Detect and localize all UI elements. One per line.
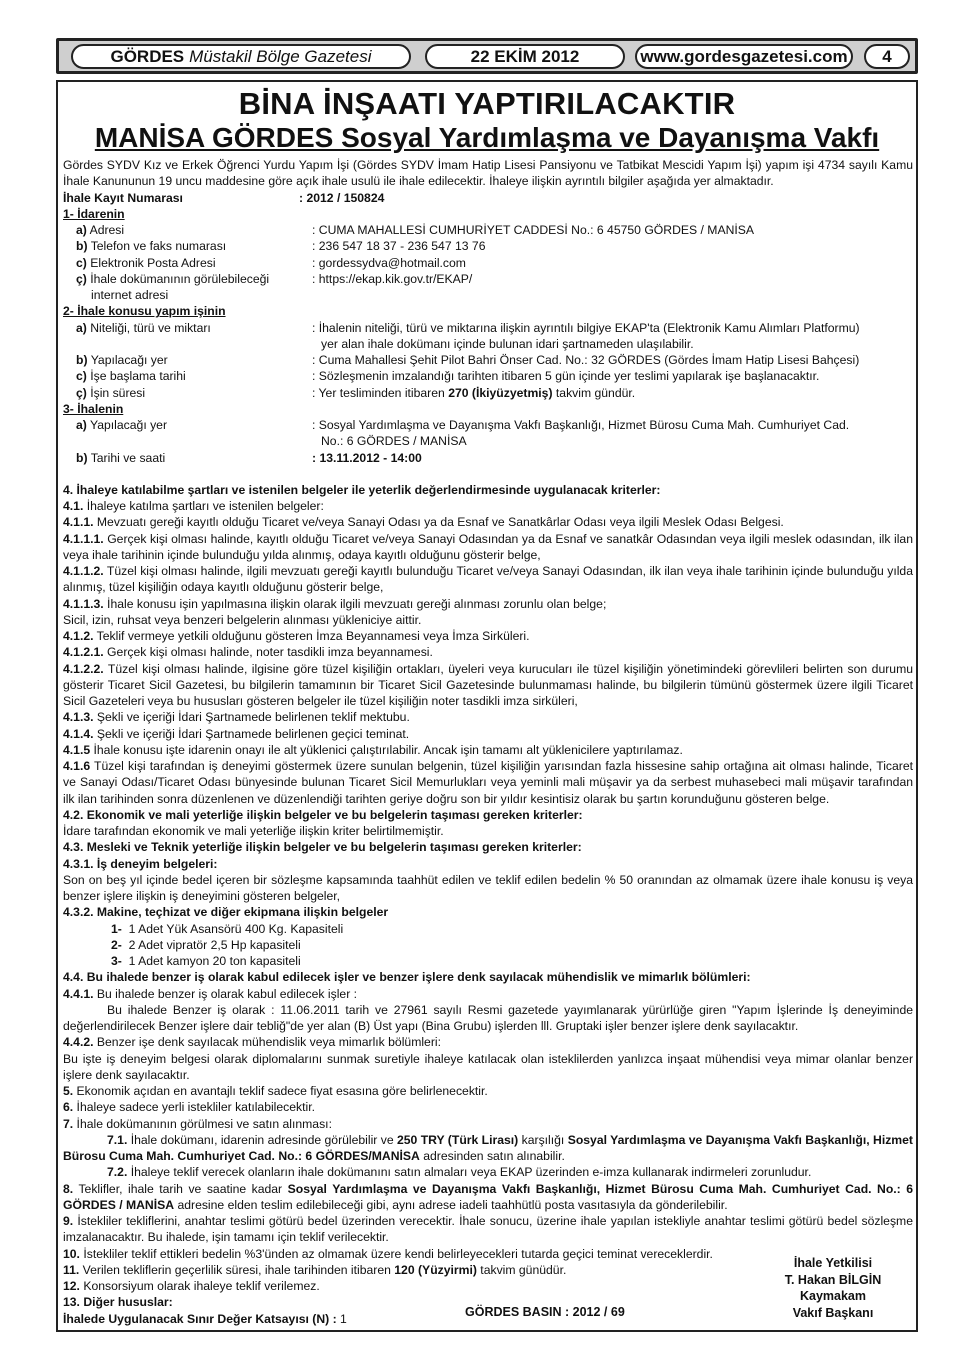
s2-c-row: c) İşe başlama tarihi : Sözleşmenin imzalandığı tarihten itibaren 5 gün içinde yer teslimi yapılarak işe başlanacaktır. [76,369,820,384]
newspaper-header [56,38,918,74]
date-pill [425,44,625,69]
kayit-value: : 2012 / 150824 [299,190,385,205]
para-6: 6. İhaleye sadece yerli istekliler katılabilecektir. [63,1100,315,1115]
signature-block [758,1255,908,1321]
s2-a-row: a) Niteliği, türü ve miktarı : İhalenin niteliği, türü ve miktarına ilişkin ayrıntılı bilgiye EKAP'ta (Elektronik Kamu Alımları Platformu) yer alan ihale dokümanı içinde bulunan idari şartnameden ulaşılabilir. [76,320,860,351]
signature-title: Kaymakam [799,1289,866,1303]
para-4-1-2: 4.1.2. Teklif vermeye yetkili olduğunu gösteren İmza Beyannamesi veya İmza Sirküleri. [63,629,530,643]
s1-b-row: b) Telefon ve faks numarası : 236 547 18 37 - 236 547 13 76 [76,239,486,254]
para-4-1-5: 4.1.5 İhale konusu işte idarenin onayı ile alt yüklenici çalıştırılabilir. Ancak işin tamamı alt yüklenicilere yaptırılamaz. [63,742,683,757]
section-4-heading: 4. İhaleye katılabilme şartları ve istenilen belgeler ile yeterlik değerlendirmesinde uygulanacak kriterler: [63,482,661,497]
para-5: 5. Ekonomik açıdan en avantajlı teklif sadece fiyat esasına göre belirlenecektir. [63,1084,488,1098]
s3-b-row: b) Tarihi ve saati : 13.11.2012 - 14:00 [76,450,422,465]
website: www.gordesgazetesi.com [640,46,848,66]
para-4-1: 4.1. İhaleye katılma şartları ve istenilen belgeler: [63,499,324,513]
para-4-1-4: 4.1.4. Şekli ve içeriği İdari Şartnamede belirlenen geçici teminat. [63,726,410,741]
s1-c-row: c) Elektronik Posta Adresi : gordessydva@hotmail.com [76,255,466,270]
para-4-1-1-3: 4.1.1.3. İhale konusu işin yapılmasına ilişkin olarak ilgili mevzuatı gereği alınması zorunlu olan belge; [63,596,607,611]
para-7-2: 7.2. İhaleye teklif verecek olanların ihale dokümanını satın almaları veya EKAP üzerinden e-imza kullanarak indirmeleri zorunludur. [107,1165,812,1180]
announcement-subtitle: MANİSA GÖRDES Sosyal Yardımlaşma ve Dayanışma Vakfı [94,122,880,153]
announcement-title: BİNA İNŞAATI YAPTIRILACAKTIR [238,86,736,121]
para-4-2-b: İdare tarafından ekonomik ve mali yeterliğe ilişkin kriter belirtilmemiştir. [63,824,444,838]
paper-name: GÖRDES [110,46,185,66]
s1-a-row: a) Adresi : CUMA MAHALLESİ CUMHURİYET CADDESİ No.: 6 45750 GÖRDES / MANİSA [76,223,755,237]
signature-title-2: Vakıf Başkanı [792,1305,874,1320]
para-4-1-2-2: 4.1.2.2. Tüzel kişi olması halinde, ilgisine göre tüzel kişiliğin ortakları, üyeleri veya kurucuları ile tüzel kişiliğin yönetimindeki görevlileri belirten son durumu gösterir Ticaret Sicil Gazetesi, bu bilgilerin tamamının bir Ticaret Sicil Gazetesinde bulunmaması halinde, bu bilgilerin tümünü göstermek üzere ilgili Ticaret Sicil Gazeteleri veya bu hususları gösteren belgeler ile tüzel kişiliğin noter tasdikli imza sirküleri, [63,661,913,708]
para-4-1-1-1: 4.1.1.1. Gerçek kişi olması halinde, kayıtlı olduğu Ticaret ve/veya Sanayi Odasından ya da Esnaf ve sanatkâr Odasından veya ilgili meslek odasından, ilk ilan veya ihale tarihinin içinde bulunduğu yılda alınmış, odaya kayıtlı olduğunu gösterir belge, [63,531,913,562]
issue-date: 22 EKİM 2012 [470,46,580,66]
para-4-4-2-b: Bu işte iş deneyim belgesi olarak diplomalarını sunmak suretiyle ihaleye katılacak olan isteklilerden yanlızca inşaat mühendisi veya mimar olanlar benzer işlere denk sayılacaktır. [63,1051,913,1082]
signature-role: İhale Yetkilisi [793,1256,873,1270]
para-7-1: 7.1. İhale dokümanı, idarenin adresinde görülebilir ve 250 TRY (Türk Lirası) karşılığı Sosyal Yardımlaşma ve Dayanışma Vakfı Başkanlığı, Hizmet Bürosu Cuma Mah. Cumhuriyet Cad. No.: 6 GÖRDES/MANİSA adresinden satın alınabilir. [63,1132,913,1163]
para-4-1-1-3-b: Sicil, izin, ruhsat veya benzeri belgelerin alınması yükleniciye aittir. [63,612,422,627]
paper-subtitle: Müstakil Bölge Gazetesi [189,46,372,66]
para-4-4: 4.4. Bu ihalede benzer iş olarak kabul edilecek işler ve benzer işlere denk sayılacak mühendislik ve mimarlık bölümleri: [63,970,751,985]
para-9: 9. İstekliler tekliflerini, anahtar teslimi götürü bedel üzerinden verecektir. İhale sonucu, üzerine ihale yapılan istekliyle anahtar teslimi götürü bedel sözleşme imzalanacaktır. Bu ihalede, işin tamamı için teklif verilecektir. [63,1214,913,1245]
kayit-row [63,190,913,206]
para-4-1-6: 4.1.6 Tüzel kişi tarafından iş deneyimi göstermek üzere sunulan belgenin, tüzel kişiliğin yarısından fazla hissesine sahip ortağına ait olması halinde, Ticaret ve Sanayi Odası/Ticaret Odası bünyesinde bulunan Ticaret Sicil Memurlukları veya yeminli mali müşavir ya da serbest muhasebeci mali müşavir tarafından ilk ilan tarihinden sonra düzenlenen ve düzenlendiği tarihten geriye doğru son bir yıldır kesintisiz olarak bu şartın korunduğunu gösteren belge. [63,759,913,806]
equipment-item-2: 2- 2 Adet vipratör 2,5 Hp kapasiteli [111,937,301,952]
website-pill [635,44,853,69]
signature-name: T. Hakan BİLGİN [784,1272,882,1287]
section-2-title: 2- İhale konusu yapım işinin [63,304,226,319]
section-3-title: 3- İhalenin [63,401,124,416]
section-1-title: 1- İdarenin [63,206,125,221]
equipment-item-3: 3- 1 Adet kamyon 20 ton kapasiteli [111,954,301,968]
page-number: 4 [882,46,892,66]
para-4-3-1: 4.3.1. İş deneyim belgeleri: [63,856,218,871]
s2-b-row: b) Yapılacağı yer : Cuma Mahallesi Şehit Pilot Bahri Önser Cad. No.: 32 GÖRDES (Gördes İmam Hatip Lisesi Bahçesi) [76,353,860,367]
para-7: 7. İhale dokümanının görülmesi ve satın alınması: [63,1116,332,1131]
para-11: 11. Verilen tekliflerin geçerlilik süresi, ihale tarihinden itibaren 120 (Yüzyirmi) takvim günüdür. [63,1262,567,1277]
para-10: 10. İstekliler teklif ettikleri bedelin %3'ünden az olmamak üzere kendi belirleyecekleri tutarda geçici teminat vereceklerdir. [63,1246,713,1261]
para-13: 13. Diğer hususlar: [63,1295,173,1310]
s3-a-row: a) Yapılacağı yer : Sosyal Yardımlaşma ve Dayanışma Vakfı Başkanlığı, Hizmet Bürosu Cuma Mah. Cumhuriyet Cad. No.: 6 GÖRDES / MANİSA [76,418,850,449]
s2-d-row: ç) İşin süresi : Yer tesliminden itibaren 270 (İkiyüzyetmiş) takvim gündür. [76,385,636,400]
para-4-4-2: 4.4.2. Benzer işe denk sayılacak mühendislik veya mimarlık bölümleri: [63,1035,441,1050]
para-4-3-2: 4.3.2. Makine, teçhizat ve diğer ekipmana ilişkin belgeler [63,905,389,920]
para-4-4-1: 4.4.1. Bu ihalede benzer iş olarak kabul edilecek işler : [63,986,358,1001]
kayit-label: İhale Kayıt Numarası [63,190,183,205]
intro-paragraph: Gördes SYDV Kız ve Erkek Öğrenci Yurdu Yapım İşi (Gördes SYDV İmam Hatip Lisesi Pansiyonu ve Tatbikat Mescidi Yapım İşi) yapım işi 4734 sayılı Kamu İhale Kanununun 19 uncu maddesine göre açık ihale usulü ile ihale edilecektir. İhaleye ilişkin ayrıntılı bilgiler aşağıda yer almaktadır. [63,158,913,189]
para-4-3-1-b: Son on beş yıl içinde bedel içeren bir sözleşme kapsamında taahhüt edilen ve teklif edilen bedelin % 50 oranından az olmamak üzere ihale konusu iş veya benzer işlere ilişkin iş deneyimini gösteren belgeler, [63,872,913,903]
para-4-1-2-1: 4.1.2.1. Gerçek kişi olması halinde, noter tasdikli imza beyannamesi. [63,645,433,660]
para-8: 8. Teklifler, ihale tarih ve saatine kadar Sosyal Yardımlaşma ve Dayanışma Vakfı Başkanlığı, Hizmet Bürosu Cuma Mah. Cumhuriyet Cad. No.: 6 GÖRDES / MANİSA adresine elden teslim edilebileceği gibi, aynı adrese iadeli taahhütlü posta vasıtasıyla da gönderilebilir. [63,1181,913,1212]
equipment-item-1: 1- 1 Adet Yük Asansörü 400 Kg. Kapasiteli [111,921,344,936]
page-number-pill [864,44,910,69]
katsayi-line: İhalede Uygulanacak Sınır Değer Katsayısı (N) : 1 [63,1311,347,1326]
para-4-3: 4.3. Mesleki ve Teknik yeterliğe ilişkin belgeler ve bu belgelerin taşıması gereken kriterler: [63,840,582,855]
para-4-1-3: 4.1.3. Şekli ve içeriği İdari Şartnamede belirlenen teklif mektubu. [63,710,410,725]
s1-d-row: ç) İhale dokümanının görülebileceği internet adresi : https://ekap.kik.gov.tr/EKAP/ [76,271,473,302]
para-4-4-1-b: Bu ihalede Benzer iş olarak : 11.06.2011 tarih ve 27961 sayılı Resmi gazetede yayımlanarak yürürlüğe giren "Yapım İşlerinde İş deneyiminde değerlendirilecek Benzer işlere dair tebliğ"de yer alan (B) Üst yapı (Bina Grubu) işlerden lll. Gruptaki işler benzer işlere denk sayılacaktır. [63,1002,913,1033]
announcement-body [63,157,913,1327]
para-4-1-1-2: 4.1.1.2. Tüzel kişi olması halinde, ilgili mevzuatı gereği kayıtlı bulunduğu Ticaret ve/veya Sanayi Odasından, ilk ilan veya ihale tarihinin içinde bulunduğu yılda alınmış, tüzel kişiliğin odaya kayıtlı olduğunu gösterir belge, [63,564,913,595]
para-12: 12. Konsorsiyum olarak ihaleye teklif verilemez. [63,1279,320,1293]
basin-reference: GÖRDES BASIN : 2012 / 69 [465,1305,625,1319]
paper-name-pill [71,44,411,69]
para-4-1-1: 4.1.1. Mevzuatı gereği kayıtlı olduğu Ticaret ve/veya Sanayi Odası ya da Esnaf ve Sanatkârlar Odası veya ilgili Meslek Odası Belgesi. [63,515,784,530]
para-4-2: 4.2. Ekonomik ve mali yeterliğe ilişkin belgeler ve bu belgelerin taşıması gereken kriterler: [63,807,583,822]
